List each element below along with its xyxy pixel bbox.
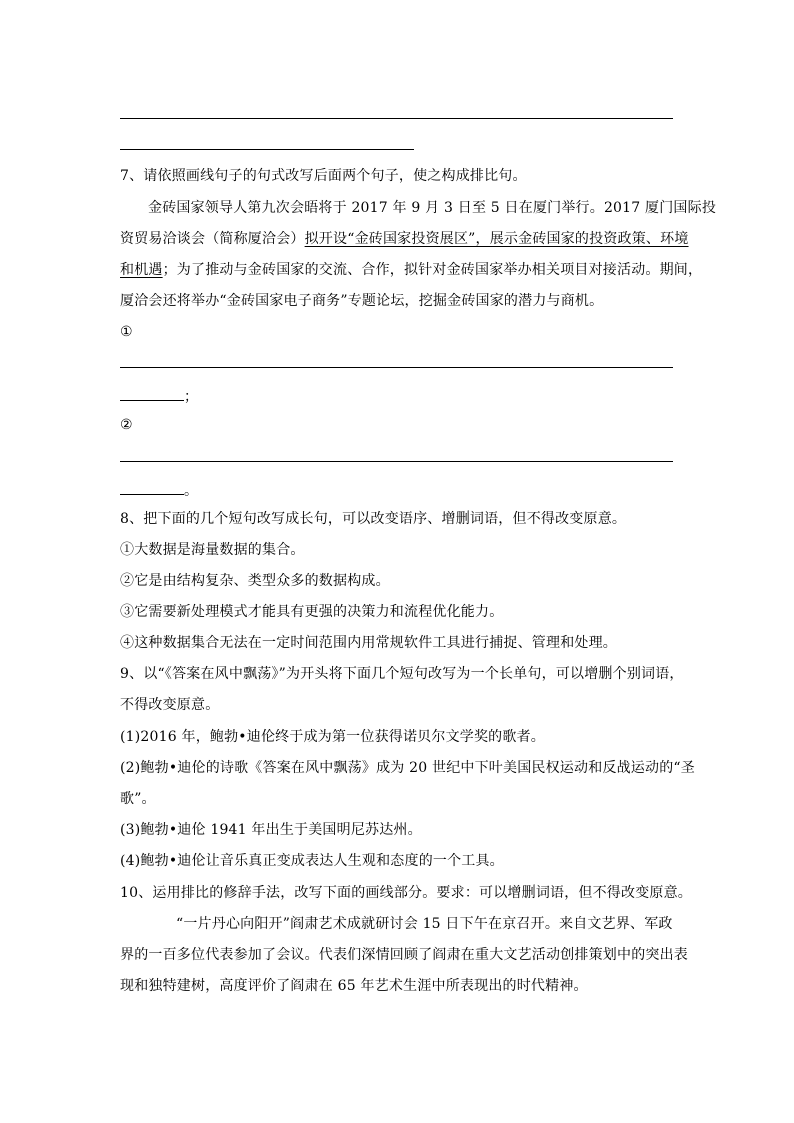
q9-item-4: (4)鲍勃•迪伦让音乐真正变成表达人生观和态度的一个工具。 — [120, 853, 504, 869]
q7-answer-line-1-end — [120, 386, 198, 407]
q10-title: 10、运用排比的修辞手法，改写下面的画线部分。要求：可以增删词语，但不得改变原意。 — [120, 885, 693, 901]
q9-item-1: (1)2016 年，鲍勃•迪伦终于成为第一位获得诺贝尔文学奖的歌者。 — [120, 729, 545, 745]
q7-paragraph-line-1: 金砖国家领导人第九次会晤将于 2017 年 9 月 3 日至 5 日在厦门举行。2017 厦门国际投 — [148, 200, 717, 216]
q8-item-4: ④这种数据集合无法在一定时间范围内用常规软件工具进行捕捉、管理和处理。 — [120, 635, 617, 651]
q7-paragraph-line-2-text: 资贸易洽谈会（简称厦洽会） — [120, 231, 305, 247]
q7-answer-mark-1: ① — [120, 324, 133, 340]
q7-paragraph-line-2 — [120, 229, 689, 249]
q9-title-line-1: 9、以“《答案在风中飘荡》”为开头将下面几个短句改写为一个长单句，可以增删个别词语， — [120, 666, 684, 682]
q7-paragraph-line-3 — [120, 260, 702, 280]
q7-answer-line-2-end — [120, 480, 198, 501]
q7-paragraph-line-3-text: ；为了推动与金砖国家的交流、合作，拟针对金砖国家举办相关项目对接活动。期间， — [162, 262, 703, 278]
answer-line-top-1 — [120, 118, 673, 119]
q7-underlined-sentence-part-2: 和机遇 — [120, 262, 163, 278]
q7-answer-line-2[interactable] — [120, 461, 673, 462]
q8-item-1: ①大数据是海量数据的集合。 — [120, 542, 305, 558]
q8-item-2: ②它是由结构复杂、类型众多的数据构成。 — [120, 573, 390, 589]
q7-answer-blank-1[interactable] — [120, 386, 184, 401]
q10-paragraph-line-2: 界的一百多位代表参加了会议。代表们深情回顾了阎肃在重大文艺活动创排策划中的突出表 — [120, 947, 688, 963]
q8-item-3: ③它需要新处理模式才能具有更强的决策力和流程优化能力。 — [120, 604, 504, 620]
q9-item-3: (3)鲍勃•迪伦 1941 年出生于美国明尼苏达州。 — [120, 822, 422, 838]
q9-item-2: (2)鲍勃•迪伦的诗歌《答案在风中飘荡》成为 20 世纪中下叶美国民权运动和反战运动的“圣 — [120, 760, 695, 776]
q7-title: 7、请依照画线句子的句式改写后面两个句子，使之构成排比句。 — [120, 168, 527, 184]
q7-answer-blank-2[interactable] — [120, 480, 184, 495]
q9-title-line-2: 不得改变原意。 — [120, 697, 220, 713]
q7-answer-line-1[interactable] — [120, 367, 673, 368]
q7-underlined-sentence-part-1: 拟开设“金砖国家投资展区”，展示金砖国家的投资政策、环境 — [304, 231, 689, 247]
q7-answer-mark-2: ② — [120, 417, 133, 433]
q9-item-2-continued: 歌”。 — [120, 791, 156, 807]
q7-paragraph-line-4: 厦洽会还将举办“金砖国家电子商务”专题论坛，挖掘金砖国家的潜力与商机。 — [120, 293, 604, 309]
q10-paragraph-line-3: 现和独特建树，高度评价了阎肃在 65 年艺术生涯中所表现出的时代精神。 — [120, 978, 588, 994]
q8-title: 8、把下面的几个短句改写成长句，可以改变语序、增删词语，但不得改变原意。 — [120, 511, 627, 527]
q7-answer-end-mark-2: 。 — [184, 483, 199, 499]
q10-paragraph-line-1: “一片丹心向阳开”阎肃艺术成就研讨会 15 日下午在京召开。来自文艺界、军政 — [176, 916, 673, 932]
answer-line-top-2 — [120, 149, 414, 150]
q7-answer-end-mark-1: ； — [184, 389, 199, 405]
